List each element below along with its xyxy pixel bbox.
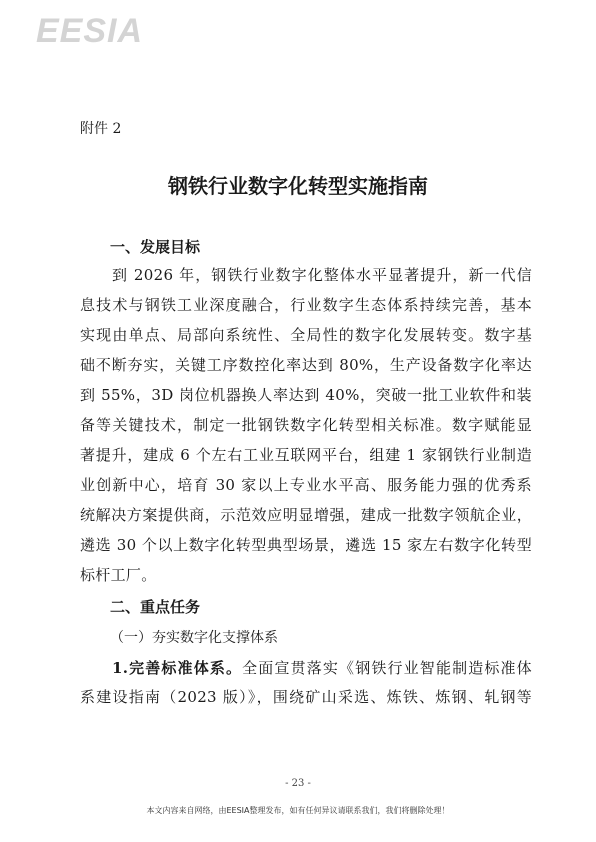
paragraph-line: 遴选 30 个以上数字化转型典型场景，遴选 15 家左右数字化转型 — [80, 536, 532, 554]
paragraph-line: 实现由单点、局部向系统性、全局性的数字化发展转变。数字基 — [80, 326, 532, 344]
paragraph-line: 业创新中心，培育 30 家以上专业水平高、服务能力强的优秀系 — [80, 476, 532, 494]
paragraph-line: 到 55%，3D 岗位机器换人率达到 40%，突破一批工业软件和装 — [80, 386, 532, 404]
paragraph-line: 到 2026 年，钢铁行业数字化整体水平显著提升，新一代信 — [112, 266, 532, 284]
paragraph-line: 础不断夯实，关键工序数控化率达到 80%，生产设备数字化率达 — [80, 356, 532, 374]
paragraph-line: 著提升，建成 6 个左右工业互联网平台，组建 1 家钢铁行业制造 — [80, 446, 532, 464]
task-item-title: 1.完善标准体系。 — [112, 659, 243, 677]
paragraph-line: 息技术与钢铁工业深度融合，行业数字生态体系持续完善，基本 — [80, 296, 532, 314]
task-item-first-line — [112, 657, 532, 678]
paragraph-line: 标杆工厂。 — [80, 566, 157, 584]
eesia-logo: EESIA — [36, 12, 144, 50]
annex-label: 附件 2 — [80, 121, 122, 137]
section-heading-tasks: 二、重点任务 — [110, 598, 201, 616]
paragraph-line: 系建设指南（2023 版）》，围绕矿山采选、炼铁、炼钢、轧钢等 — [80, 688, 532, 706]
footer-disclaimer: 本文内容来自网络，由EESIA整理发布，如有任何异议请联系我们，我们将删除处理！ — [146, 806, 450, 815]
paragraph-line: 备等关键技术，制定一批钢铁数字化转型相关标准。数字赋能显 — [80, 416, 532, 434]
section-heading-goals: 一、发展目标 — [110, 238, 201, 256]
subsection-heading: （一）夯实数字化支撑体系 — [110, 630, 278, 646]
paragraph-line: 统解决方案提供商，示范效应明显增强，建成一批数字领航企业， — [80, 506, 532, 524]
document-title: 钢铁行业数字化转型实施指南 — [168, 174, 428, 198]
page-number: - 23 - — [285, 778, 311, 789]
task-item-text: 全面宣贯落实《钢铁行业智能制造标准体 — [242, 659, 532, 677]
